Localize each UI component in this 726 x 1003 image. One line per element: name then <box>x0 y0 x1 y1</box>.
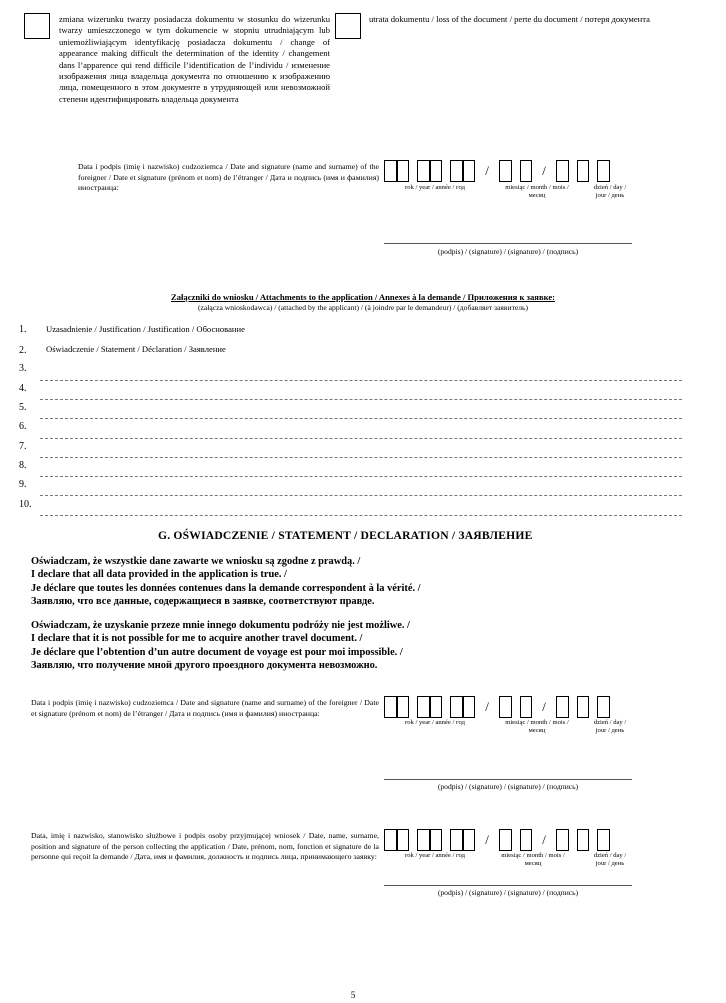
date-label-day: dzień / day / jour / день <box>593 184 627 199</box>
date-cell[interactable] <box>397 829 410 851</box>
declaration-2-line-ru: Заявляю, что получение мной другого проездного документа невозможно. <box>31 660 378 672</box>
attachment-number: 7. <box>19 441 27 452</box>
declaration-paragraph-1 <box>31 555 691 609</box>
date-cell[interactable] <box>520 829 533 851</box>
date-boxes-1[interactable] <box>384 160 610 182</box>
date-separator: / <box>485 832 489 847</box>
date-cell[interactable] <box>397 160 410 182</box>
date-cell[interactable] <box>597 696 610 718</box>
attachment-line[interactable] <box>40 457 682 458</box>
date-label-month: miesiąc / month / mois / месяц <box>501 852 565 867</box>
attachments-title: Załączniki do wniosku / Attachments to the application / Annexes à la demande / Приложения к заявке: <box>170 292 556 302</box>
signature-caption-1: (podpis) / (signature) / (signature) / (подпись) <box>437 247 579 256</box>
date-separator: / <box>542 699 546 714</box>
attachment-line[interactable] <box>40 418 682 419</box>
attachment-justification: Uzasadnienie / Justification / Justification / Обоснование <box>46 324 245 334</box>
date-label-year: rok / year / année / год <box>405 852 465 859</box>
declaration-1-line-en: I declare that all data provided in the application is true. / <box>31 569 287 581</box>
date-cell[interactable] <box>597 829 610 851</box>
date-cell[interactable] <box>520 160 533 182</box>
date-cell[interactable] <box>384 696 397 718</box>
signature-line-1[interactable] <box>384 243 632 244</box>
date-cell[interactable] <box>384 160 397 182</box>
date-cell[interactable] <box>384 829 397 851</box>
date-cell[interactable] <box>463 160 476 182</box>
date-cell[interactable] <box>499 160 512 182</box>
page-number: 5 <box>350 990 356 1000</box>
date-cell[interactable] <box>450 696 463 718</box>
date-label-year: rok / year / année / год <box>405 184 465 191</box>
date-cell[interactable] <box>417 696 430 718</box>
signature-line-2[interactable] <box>384 779 632 780</box>
declaration-paragraph-2 <box>31 619 691 673</box>
attachment-number: 10. <box>19 499 32 510</box>
declaration-1-line-ru: Заявляю, что все данные, содержащиеся в заявке, соответствуют правде. <box>31 596 375 608</box>
attachment-number: 8. <box>19 460 27 471</box>
date-cell[interactable] <box>499 829 512 851</box>
date-cell[interactable] <box>520 696 533 718</box>
checkbox-change-of-appearance[interactable] <box>24 13 50 39</box>
date-cell[interactable] <box>577 696 590 718</box>
date-label-month: miesiąc / month / mois / месяц <box>505 719 569 734</box>
date-cell[interactable] <box>556 696 569 718</box>
attachment-line[interactable] <box>40 476 682 477</box>
attachment-number: 5. <box>19 402 27 413</box>
attachment-line[interactable] <box>40 515 682 516</box>
date-cell[interactable] <box>430 696 443 718</box>
date-label-day: dzień / day / jour / день <box>593 852 627 867</box>
attachment-line[interactable] <box>40 399 682 400</box>
date-separator: / <box>542 163 546 178</box>
date-cell[interactable] <box>430 160 443 182</box>
declaration-1-line-pl: Oświadczam, że wszystkie dane zawarte we wniosku są zgodne z prawdą. / <box>31 556 361 567</box>
date-cell[interactable] <box>397 696 410 718</box>
date-cell[interactable] <box>417 160 430 182</box>
signature-block-1-label: Data i podpis (imię i nazwisko) cudzoziemca / Date and signature (name and surname) of the foreigner / Date et signature (prénom et nom) de l’étranger / Дата и подпись (имя и фамилия) иностранца: <box>78 162 379 193</box>
date-separator: / <box>485 163 489 178</box>
date-cell[interactable] <box>597 160 610 182</box>
attachment-line[interactable] <box>40 380 682 381</box>
date-separator: / <box>542 832 546 847</box>
date-label-month: miesiąc / month / mois / месяц <box>505 184 569 199</box>
attachment-number: 2. <box>19 345 27 356</box>
date-boxes-3[interactable] <box>384 829 610 851</box>
signature-caption-2: (podpis) / (signature) / (signature) / (подпись) <box>437 782 579 791</box>
date-cell[interactable] <box>463 829 476 851</box>
date-cell[interactable] <box>417 829 430 851</box>
date-label-year: rok / year / année / год <box>405 719 465 726</box>
date-label-day: dzień / day / jour / день <box>593 719 627 734</box>
declaration-2-line-fr: Je déclare que l’obtention d’un autre document de voyage est pour moi impossible. / <box>31 646 403 658</box>
date-cell[interactable] <box>463 696 476 718</box>
option-change-of-appearance-text: zmiana wizerunku twarzy posiadacza dokumentu w stosunku do wizerunku twarzy umieszczonego w tym dokumencie w stopniu utrudniającym lub uniemożliwiającym identyfikację posiadacza dokumentu / change of appearance making difficult the determination of the identity / changement dans l’apparence qui rend difficile l’identification de l’individu / изменение изображения лица владельца документа по отношению к изображению лица, помещенного в этом документе в утрудняющей или невозможной степени идентифицировать владельца документа <box>59 14 330 104</box>
signature-block-3-label: Data, imię i nazwisko, stanowisko służbowe i podpis osoby przyjmującej wniosek / Date, name, surname, position and signature of the person collecting the application / Date, prénom, nom, fonction et signature de la personne qui reçoit la demande / Дата, имя и фамилия, должность и подпись лица, принимающего заявку: <box>31 831 379 862</box>
date-cell[interactable] <box>556 829 569 851</box>
attachment-number: 9. <box>19 479 27 490</box>
attachment-statement: Oświadczenie / Statement / Déclaration / Заявление <box>46 344 226 354</box>
signature-line-3[interactable] <box>384 885 632 886</box>
attachment-number: 3. <box>19 363 27 374</box>
declaration-2-line-en: I declare that it is not possible for me to acquire another travel document. / <box>31 633 363 645</box>
attachment-number: 6. <box>19 421 27 432</box>
date-cell[interactable] <box>556 160 569 182</box>
date-cell[interactable] <box>450 829 463 851</box>
signature-caption-3: (podpis) / (signature) / (signature) / (подпись) <box>437 888 579 897</box>
declaration-2-line-pl: Oświadczam, że uzyskanie przeze mnie innego dokumentu podróży nie jest możliwe. / <box>31 620 410 631</box>
attachment-line[interactable] <box>40 438 682 439</box>
date-cell[interactable] <box>430 829 443 851</box>
attachment-number: 4. <box>19 383 27 394</box>
attachment-number: 1. <box>19 324 27 335</box>
attachments-subtitle: (załącza wnioskodawca) / (attached by the applicant) / (à joindre par le demandeur) / (добавляет заявитель) <box>197 303 529 312</box>
date-cell[interactable] <box>499 696 512 718</box>
date-cell[interactable] <box>450 160 463 182</box>
date-separator: / <box>485 699 489 714</box>
option-loss-of-document-text: utrata dokumentu / loss of the document / perte du document / потеря документа <box>369 14 650 24</box>
attachment-line[interactable] <box>40 495 682 496</box>
date-cell[interactable] <box>577 829 590 851</box>
date-boxes-2[interactable] <box>384 696 610 718</box>
declaration-1-line-fr: Je déclare que toutes les données contenues dans la demande correspondent à la vérité. / <box>31 582 421 594</box>
checkbox-loss-of-document[interactable] <box>335 13 361 39</box>
section-g-title: G. OŚWIADCZENIE / STATEMENT / DECLARATION / ЗАЯВЛЕНИЕ <box>158 529 533 542</box>
date-cell[interactable] <box>577 160 590 182</box>
signature-block-2-label: Data i podpis (imię i nazwisko) cudzoziemca / Date and signature (name and surname) of the foreigner / Date et signature (prénom et nom) de l’étranger / Дата и подпись (имя и фамилия) иностранца: <box>31 698 379 718</box>
